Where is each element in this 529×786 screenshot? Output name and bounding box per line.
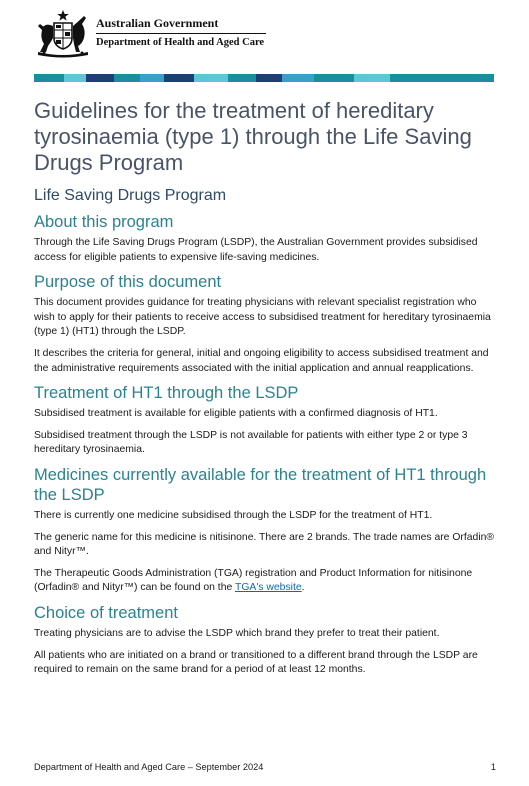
heading-purpose: Purpose of this document xyxy=(34,273,222,292)
purpose-paragraph-2: It describes the criteria for general, initial and ongoing eligibility to access subsidised treatment and the administrative requirements associated with the initial application and annual reapplications. xyxy=(34,347,489,374)
department-name: Department of Health and Aged Care xyxy=(96,37,265,48)
heading-about-program: About this program xyxy=(34,213,174,231)
about-paragraph-1: Through the Life Saving Drugs Program (LSDP), the Australian Government provides subsidised access for eligible patients to expensive life-saving medicines. xyxy=(34,237,478,263)
header-rule xyxy=(96,33,266,34)
government-title-block xyxy=(96,16,266,49)
heading-choice-of-treatment: Choice of treatment xyxy=(34,603,178,622)
document-subtitle: Life Saving Drugs Program xyxy=(34,187,227,204)
coat-of-arms-icon xyxy=(34,8,92,58)
stripe-segment xyxy=(228,74,256,82)
stripe-segment xyxy=(354,74,390,82)
heading-medicines-available: Medicines currently available for the treatment of HT1 through the LSDP xyxy=(34,465,487,504)
stripe-segment xyxy=(140,74,164,82)
heading-treatment-ht1: Treatment of HT1 through the LSDP xyxy=(34,384,299,403)
stripe-segment xyxy=(256,74,282,82)
stripe-segment xyxy=(114,74,140,82)
stripe-segment xyxy=(314,74,354,82)
government-name: Australian Government xyxy=(96,16,219,30)
stripe-segment xyxy=(390,74,494,82)
choice-paragraph-1: Treating physicians are to advise the LSDP which brand they prefer to treat their patient. xyxy=(34,627,440,639)
stripe-segment xyxy=(282,74,314,82)
document-title: Guidelines for the treatment of hereditary tyrosinaemia (type 1) through the Life Saving Drugs Program xyxy=(34,98,472,175)
stripe-segment xyxy=(64,74,86,82)
decorative-color-stripe xyxy=(34,74,494,82)
medicines-paragraph-1: There is currently one medicine subsidised through the LSDP for the treatment of HT1. xyxy=(34,509,433,521)
choice-paragraph-2: All patients who are initiated on a brand or transitioned to a different brand through the LSDP are required to remain on the same brand for a period of at least 12 months. xyxy=(34,649,478,676)
stripe-segment xyxy=(164,74,194,82)
document-body xyxy=(34,98,496,685)
stripe-segment xyxy=(194,74,228,82)
purpose-paragraph-1: This document provides guidance for treating physicians with relevant specialist registration who wish to apply for their patients to receive access to subsidised treatment for hereditary tyrosinaemia (type 1) (HT1) through the LSDP. xyxy=(34,297,491,338)
tga-website-link[interactable]: TGA's website xyxy=(234,582,302,594)
treatment-paragraph-2: Subsidised treatment through the LSDP is not available for patients with either type 2 or type 3 hereditary tyrosinaemia. xyxy=(34,429,468,456)
medicines-p3-end: . xyxy=(301,582,305,594)
government-header xyxy=(34,8,494,60)
footer-department-date: Department of Health and Aged Care – September 2024 xyxy=(34,762,264,772)
page-number: 1 xyxy=(490,762,496,772)
page-footer xyxy=(34,762,496,772)
medicines-paragraph-2: The generic name for this medicine is nitisinone. There are 2 brands. The trade names are Orfadin® and Nityr™. xyxy=(34,531,495,558)
stripe-segment xyxy=(34,74,64,82)
medicines-paragraph-3 xyxy=(34,567,496,596)
medicines-p3-text: The Therapeutic Goods Administration (TGA) registration and Product Information for nitisinone (Orfadin® and Nityr™) can be found on the xyxy=(34,567,473,594)
treatment-paragraph-1: Subsidised treatment is available for eligible patients with a confirmed diagnosis of HT1. xyxy=(34,408,438,420)
stripe-segment xyxy=(86,74,114,82)
